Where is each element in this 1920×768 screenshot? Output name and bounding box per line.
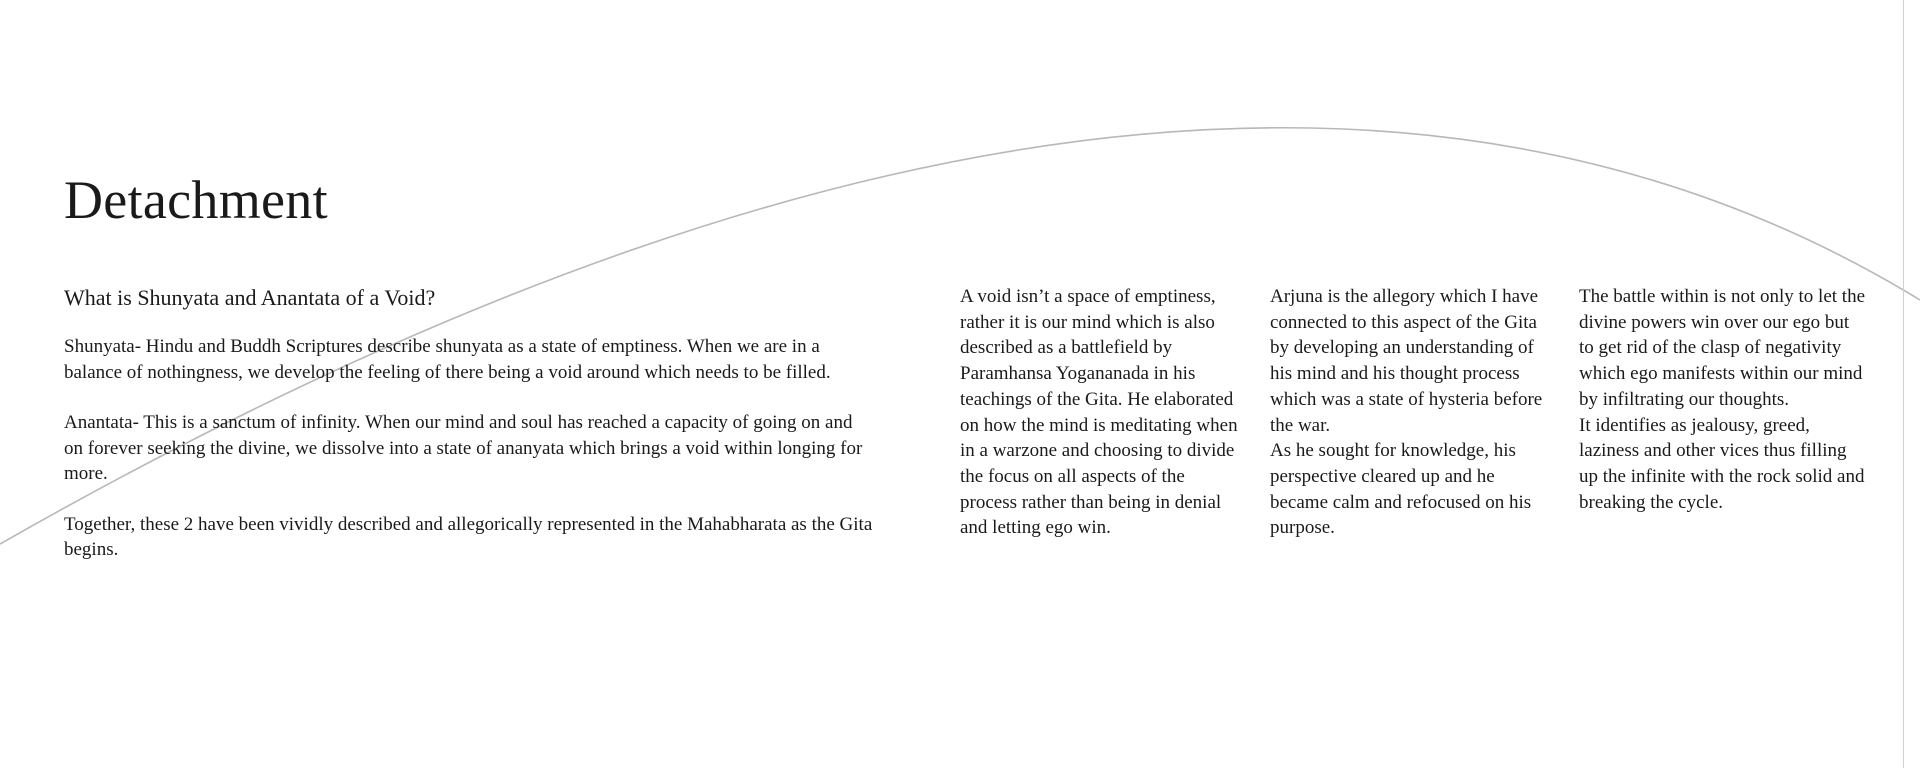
battle-text-part-2: It identifies as jealousy, greed, laziness and other vices thus filling up the infinite with the rock solid and breaking the cycle. (1579, 414, 1865, 513)
section-subtitle: What is Shunyata and Anantata of a Void? (64, 285, 436, 310)
shunyata-paragraph: Shunyata- Hindu and Buddh Scriptures describe shunyata as a state of emptiness. When we are in a balance of nothingness, we develop the feeling of there being a void around which needs to be filled. (64, 336, 831, 383)
page-edge-divider (1903, 0, 1904, 768)
battle-column (1579, 284, 1865, 515)
arjuna-text-part-2: As he sought for knowledge, his perspective cleared up and he became calm and refocused on his purpose. (1270, 440, 1532, 539)
page-title: Detachment (64, 170, 328, 230)
arjuna-column (1270, 284, 1556, 541)
void-column: A void isn’t a space of emptiness, rather it is our mind which is also described as a battlefield by Paramhansa Yogananada in his teachings of the Gita. He elaborated on how the mind is meditating when in a warzone and choosing to divide the focus on all aspects of the process rather than being in denial and letting ego win. (960, 286, 1238, 539)
arjuna-text-part-1: Arjuna is the allegory which I have connected to this aspect of the Gita by developing an understanding of his mind and his thought process which was a state of hysteria before the war. (1270, 286, 1543, 436)
intro-column (64, 282, 874, 588)
battle-text-part-1: The battle within is not only to let the divine powers win over our ego but to get rid of the clasp of negativity which ego manifests within our mind by infiltrating our thoughts. (1579, 286, 1866, 410)
anantata-paragraph: Anantata- This is a sanctum of infinity. When our mind and soul has reached a capacity of going on and on forever seeking the divine, we dissolve into a state of ananyata which brings a void within longing for more. (64, 412, 863, 484)
together-paragraph: Together, these 2 have been vividly described and allegorically represented in the Mahabharata as the Gita begins. (64, 513, 873, 560)
